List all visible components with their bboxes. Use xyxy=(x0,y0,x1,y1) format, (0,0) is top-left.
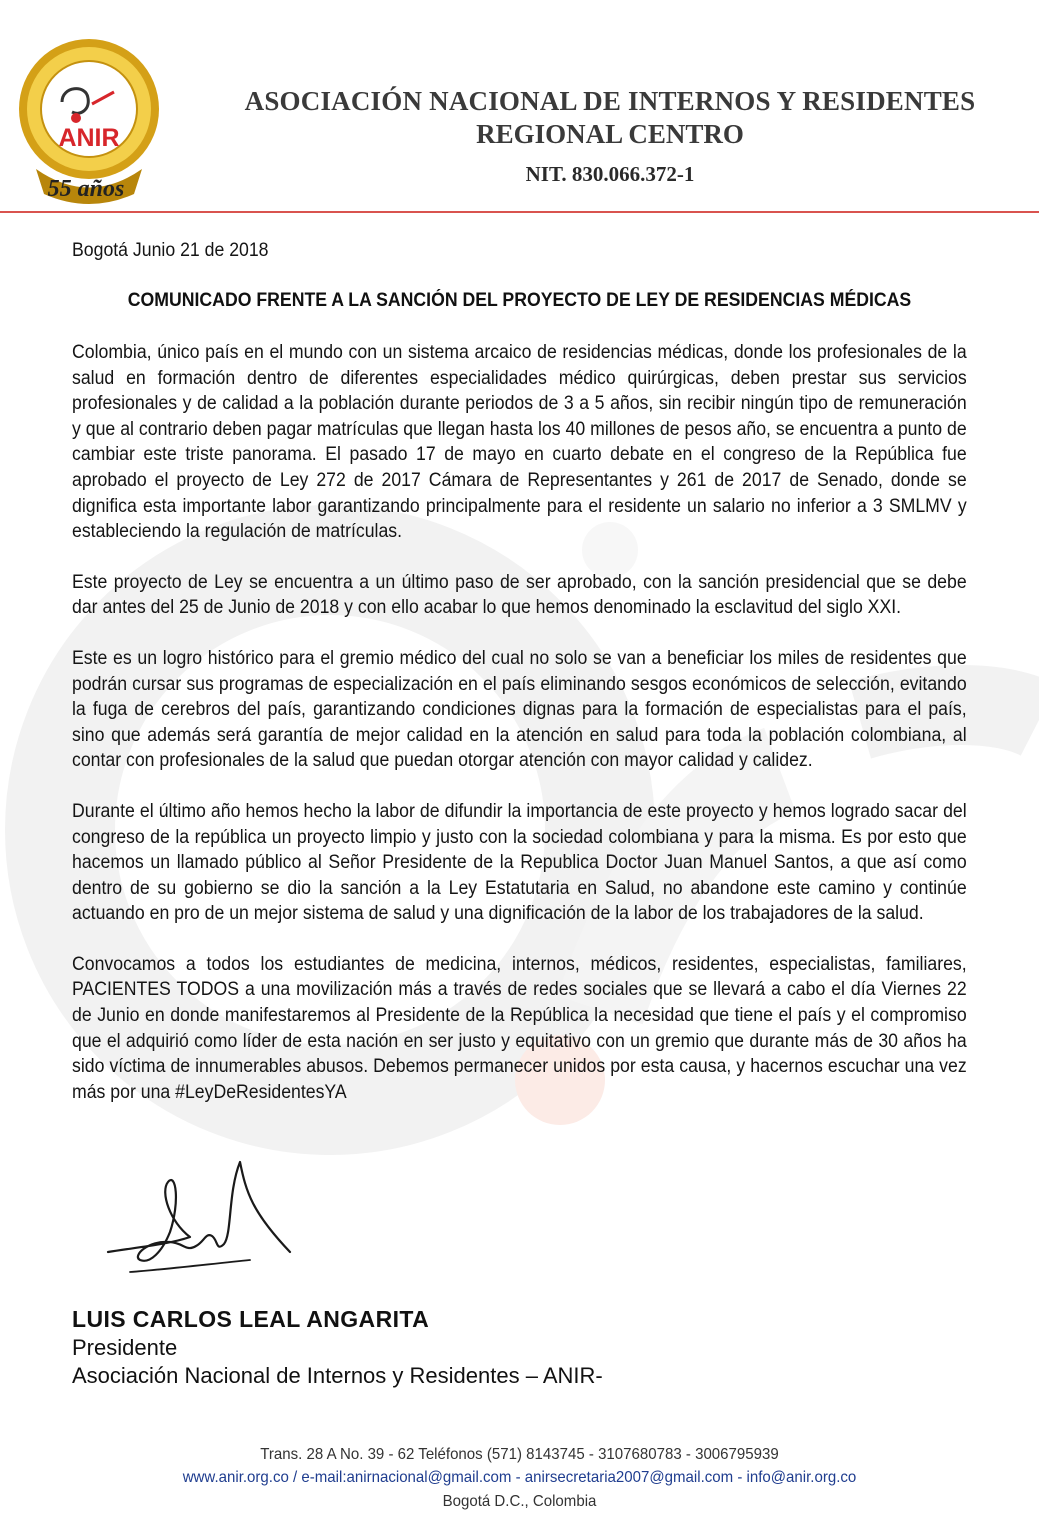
svg-text:ANIR: ANIR xyxy=(58,124,120,152)
organization-nit: NIT. 830.066.372-1 xyxy=(525,162,695,186)
footer-city: Bogotá D.C., Colombia xyxy=(442,1493,597,1510)
anir-logo xyxy=(14,34,164,208)
paragraph: Este es un logro histórico para el gremio médico del cual no solo se van a beneficiar los miles de residentes que podrán cursar sus programas de especialización en el país eliminando sesgos económicos de selección, evitando la fuga de cerebros del país, garantizando condiciones dignas para la formación de especialistas para el país, sino que además será garantía de mejor calidad en la atención en salud para toda la población colombiana, al contar con profesionales de la salud que puedan otorgar atención con mayor calidad y calidez. xyxy=(72,647,967,772)
organization-name: ASOCIACIÓN NACIONAL DE INTERNOS Y RESIDENTES xyxy=(244,86,976,116)
paragraph: Este proyecto de Ley se encuentra a un último paso de ser aprobado, con la sanción presidencial que se debe dar antes del 25 de Junio de 2018 y con ello acabar lo que hemos denominado la esclavitud del siglo XXI. xyxy=(72,571,967,619)
svg-text:55 años: 55 años xyxy=(47,176,125,202)
letter-date: Bogotá Junio 21 de 2018 xyxy=(72,240,269,261)
organization-region: REGIONAL CENTRO xyxy=(476,119,744,149)
footer-address: Trans. 28 A No. 39 - 62 Teléfonos (571) 8143745 - 3107680783 - 3006795939 xyxy=(260,1446,779,1463)
signer-organization: Asociación Nacional de Internos y Residentes – ANIR- xyxy=(72,1363,603,1388)
paragraph: Durante el último año hemos hecho la labor de difundir la importancia de este proyecto y hemos logrado sacar del congreso de la república un proyecto limpio y justo con la sociedad colombiana y para la misma. Es por esto que hacemos un llamado público al Señor Presidente de la Republica Doctor Juan Manuel Santos, a que así como dentro de su gobierno se dio la sanción a la Ley Estatutaria en Salud, no abandone este camino y continúe actuando en pro de un mejor sistema de salud y una dignificación de la labor de los trabajadores de la salud. xyxy=(72,800,967,925)
handwritten-signature xyxy=(100,1152,300,1292)
letter-title: COMUNICADO FRENTE A LA SANCIÓN DEL PROYECTO DE LEY DE RESIDENCIAS MÉDICAS xyxy=(127,290,912,311)
paragraph: Colombia, único país en el mundo con un sistema arcaico de residencias médicas, donde los profesionales de la salud en formación dentro de diferentes especialidades médico quirúrgicas, deben prestar sus servicios profesionales y de calidad a la población durante periodos de 3 a 5 años, sin recibir ningún tipo de remuneración y que al contrario deben pagar matrículas que llegan hasta los 40 millones de pesos año, se encuentra a punto de cambiar este triste panorama. El pasado 17 de mayo en cuarto debate en el congreso de la República fue aprobado el proyecto de Ley 272 de 2017 Cámara de Representantes y 261 de 2017 de Senado, donde se dignifica esta importante labor garantizando principalmente para el residente un salario no inferior a 3 SMLMV y estableciendo la regulación de matrículas. xyxy=(72,342,967,543)
signer-role: Presidente xyxy=(72,1335,178,1360)
letter-body xyxy=(72,340,967,1130)
footer-contacts[interactable]: www.anir.org.co / e-mail:anirnacional@gmail.com - anirsecretaria2007@gmail.com - info@anir.org.co xyxy=(182,1469,857,1486)
paragraph: Convocamos a todos los estudiantes de medicina, internos, médicos, residentes, especialistas, familiares, PACIENTES TODOS a una movilización más a través de redes sociales que se llevará a cabo el día Viernes 22 de Junio en donde manifestaremos al Presidente de la República la necesidad que tiene el país y el compromiso que el adquirió como líder de esta nación en ser justo y equitativo con un gremio que durante más de 30 años ha sido víctima de innumerables abusos. Debemos permanecer unidos por esta causa, y hacernos escuchar una vez más por una #LeyDeResidentesYA xyxy=(72,953,967,1103)
signer-name: LUIS CARLOS LEAL ANGARITA xyxy=(72,1306,430,1332)
header-divider xyxy=(0,211,1039,213)
